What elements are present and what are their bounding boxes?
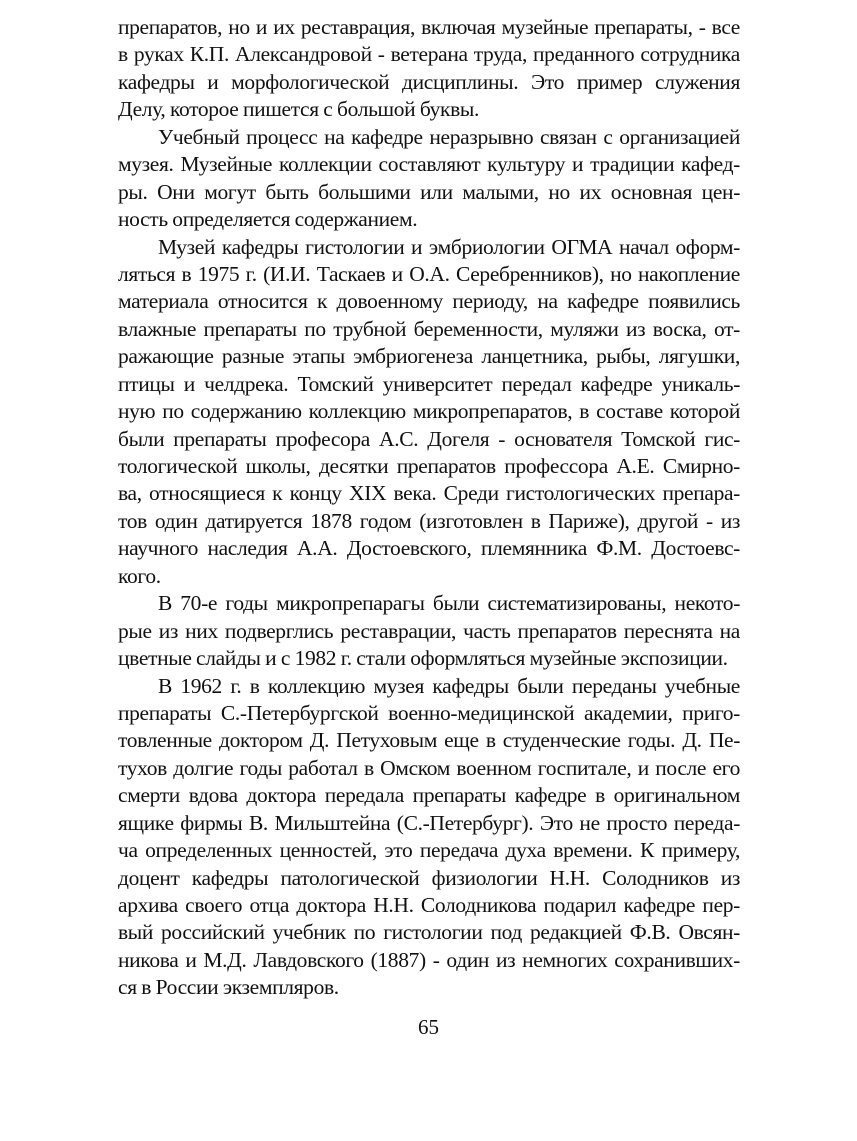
paragraph-first-line: Музей кафедры гистологии и эмбриологии ОГМА начал оформ- — [158, 234, 740, 259]
text-line: вый российский учебник по гистологии под редакцией Ф.В. Овсян- — [118, 920, 740, 945]
paragraph-first-line: В 1962 г. в коллекцию музея кафедры были переданы учебные — [158, 673, 740, 698]
text-line: ва, относящиеся к концу XIX века. Среди гистологических препара- — [118, 481, 740, 506]
text-line: тухов долгие годы работал в Омском военном госпитале, и после его — [118, 755, 740, 780]
text-line: музея. Музейные коллекции составляют культуру и традиции кафед- — [118, 152, 740, 177]
body-text — [118, 14, 740, 1002]
text-line: были препараты професора А.С. Догеля - основателя Томской гис- — [118, 426, 740, 451]
text-line: смерти вдова доктора передала препараты кафедре в оригинальном — [118, 783, 740, 808]
text-line: ящике фирмы В. Мильштейна (С.-Петербург). Это не просто переда- — [118, 810, 740, 835]
text-line: доцент кафедры патологической физиологии Н.Н. Солодников из — [118, 865, 740, 890]
text-line: ся в России экземпляров. — [118, 975, 339, 1000]
paragraph-first-line: В 70-е годы микропрепарагы были систематизированы, некото- — [158, 591, 740, 616]
text-line: никова и М.Д. Лавдовского (1887) - один из немногих сохранивших- — [118, 947, 740, 972]
text-line: архива своего отца доктора Н.Н. Солодникова подарил кафедре пер- — [118, 893, 740, 917]
text-line: влажные препараты по трубной беременности, муляжи из воска, от- — [118, 316, 740, 341]
text-line: ры. Они могут быть большими или малыми, но их основная цен- — [118, 179, 740, 204]
text-line: товленные доктором Д. Петуховым еще в студенческие годы. Д. Пе- — [118, 728, 740, 753]
text-line: ность определяется содержанием. — [118, 207, 418, 232]
text-line: в руках К.П. Александровой - ветерана труда, преданного сотрудника — [118, 42, 740, 67]
text-line: ражающие разные этапы эмбриогенеза ланцетника, рыбы, лягушки, — [118, 344, 740, 369]
text-line: препараты С.-Петербургской военно-медицинской академии, приго- — [118, 700, 740, 725]
text-line: рые из них подверглись реставрации, часть препаратов переснята на — [118, 618, 740, 643]
text-line: кафедры и морфологической дисциплины. Это пример служения — [118, 69, 740, 94]
text-line: препаратов, но и их реставрация, включая музейные препараты, - все — [118, 15, 740, 39]
text-line: птицы и челдрека. Томский университет передал кафедре уникаль- — [118, 371, 740, 396]
text-line: тов один датируется 1878 годом (изготовлен в Париже), другой - из — [118, 508, 740, 533]
text-line: цветные слайды и с 1982 г. стали оформляться музейные экспозиции. — [118, 646, 728, 671]
paragraph-first-line: Учебный процесс на кафедре неразрывно связан с организацией — [158, 124, 740, 149]
text-line: ную по содержанию коллекцию микропрепаратов, в составе которой — [118, 399, 740, 424]
text-line: ляться в 1975 г. (И.И. Таскаев и О.А. Серебренников), но накопление — [118, 261, 740, 286]
page-number: 65 — [418, 1015, 439, 1039]
text-line: Делу, которое пишется с большой буквы. — [118, 97, 480, 122]
text-line: тологической школы, десятки препаратов профессора А.Е. Смирно- — [118, 454, 740, 478]
text-line: кого. — [118, 563, 161, 588]
text-line: ча определенных ценностей, это передача духа времени. К примеру, — [118, 838, 740, 863]
text-line: научного наследия А.А. Достоевского, племянника Ф.М. Достоевс- — [118, 536, 740, 561]
text-line: материала относится к довоенному периоду, на кафедре появились — [118, 289, 740, 314]
